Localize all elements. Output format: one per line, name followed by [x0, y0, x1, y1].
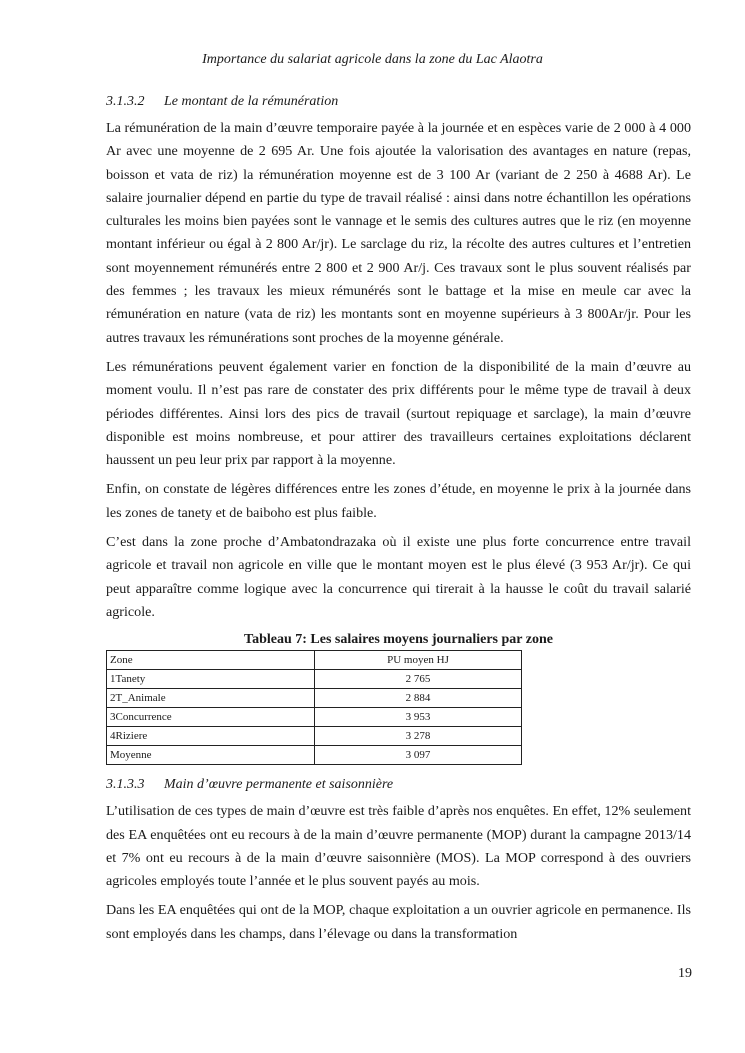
- zone-cell: 3Concurrence: [107, 708, 315, 727]
- paragraph: C’est dans la zone proche d’Ambatondrazaka où il existe une plus forte concurrence entre travail agricole et travail non agricole en ville que le montant moyen est le plus élevé (3 953 Ar/jr). Ce qui peut apparaître comme logique avec la concurrence qui tirerait à la hausse le coût du travail salarié agricole.: [106, 534, 691, 620]
- section-number: 3.1.3.3: [106, 777, 145, 793]
- paragraph: Enfin, on constate de légères différences entre les zones d’étude, en moyenne le prix à la journée dans les zones de tanety et de baiboho est plus faible.: [106, 481, 691, 521]
- section-heading-3-1-3-3: [106, 775, 691, 795]
- salary-table: [106, 650, 522, 765]
- value-cell: 2 765: [315, 670, 522, 689]
- table-header-row: [107, 651, 522, 670]
- zone-cell: 4Riziere: [107, 727, 315, 746]
- paragraph: Les rémunérations peuvent également varier en fonction de la disponibilité de la main d’œuvre au moment voulu. Il n’est pas rare de constater des prix différents pour le même type de travail à deux périodes différentes. Ainsi lors des pics de travail (surtout repiquage et sarclage), la main d’œuvre disponible est moins nombreuse, et pour attirer des travailleurs certaines exploitations déclarent haussent un peu leur prix par rapport à la moyenne.: [106, 358, 691, 469]
- table-row: [107, 727, 522, 746]
- table-row: [107, 670, 522, 689]
- paragraph: La rémunération de la main d’œuvre temporaire payée à la journée et en espèces varie de 2 000 à 4 000 Ar avec une moyenne de 2 695 Ar. Une fois ajoutée la valorisation des avantages en nature (repas, boisson et vata de riz) la rémunération moyenne est de 3 100 Ar (variant de 2 250 à 4688 Ar). Le salaire journalier dépend en partie du type de travail réalisé : ainsi dans notre échantillon les opérations culturales les moins bien payées sont le vannage et le semis des cultures autres que le riz (en moyenne montant inférieur ou égal à 2 800 Ar/jr). Le sarclage du riz, la récolte des autres cultures et l’entretien sont moyennement rémunérés entre 2 800 et 2 900 Ar/j. Ces travaux sont le plus souvent réalisés par des femmes ; les travaux les mieux rémunérés sont le battage et la mise en meule car avec la rémunération en nature (vata de riz) les montants sont en moyenne supérieurs à 3 800Ar/jr. Pour les autres travaux les rémunérations sont proches de la moyenne générale.: [106, 120, 691, 346]
- zone-cell: 1Tanety: [107, 670, 315, 689]
- column-header-zone: Zone: [107, 651, 315, 670]
- running-header: Importance du salariat agricole dans la zone du Lac Alaotra: [202, 52, 543, 67]
- value-cell: 3 953: [315, 708, 522, 727]
- column-header-pu: PU moyen HJ: [315, 651, 522, 670]
- zone-cell: 2T_Animale: [107, 689, 315, 708]
- page-number: 19: [678, 966, 692, 981]
- value-cell: 3 097: [315, 746, 522, 765]
- table-row: [107, 689, 522, 708]
- table-row: [107, 746, 522, 765]
- table-caption: Tableau 7: Les salaires moyens journaliers par zone: [244, 632, 553, 648]
- table-row: [107, 708, 522, 727]
- value-cell: 3 278: [315, 727, 522, 746]
- section-title: Main d’œuvre permanente et saisonnière: [164, 777, 394, 793]
- zone-cell: Moyenne: [107, 746, 315, 765]
- section-heading-3-1-3-2: [106, 92, 691, 112]
- section-number: 3.1.3.2: [106, 94, 145, 109]
- value-cell: 2 884: [315, 689, 522, 708]
- page-body: [106, 92, 691, 952]
- paragraph: Dans les EA enquêtées qui ont de la MOP, chaque exploitation a un ouvrier agricole en permanence. Ils sont employés dans les champs, dans l’élevage ou dans la transformation: [106, 902, 691, 942]
- section-title: Le montant de la rémunération: [164, 94, 339, 109]
- paragraph: L’utilisation de ces types de main d’œuvre est très faible d’après nos enquêtes. En effet, 12% seulement des EA enquêtées ont eu recours à de la main d’œuvre permanente (MOP) durant la campagne 2013/14 et 7% ont eu recours à de la main d’œuvre saisonnière (MOS). La MOP correspond à des ouvriers agricoles employés toute l’année et le plus souvent payés au mois.: [106, 803, 691, 890]
